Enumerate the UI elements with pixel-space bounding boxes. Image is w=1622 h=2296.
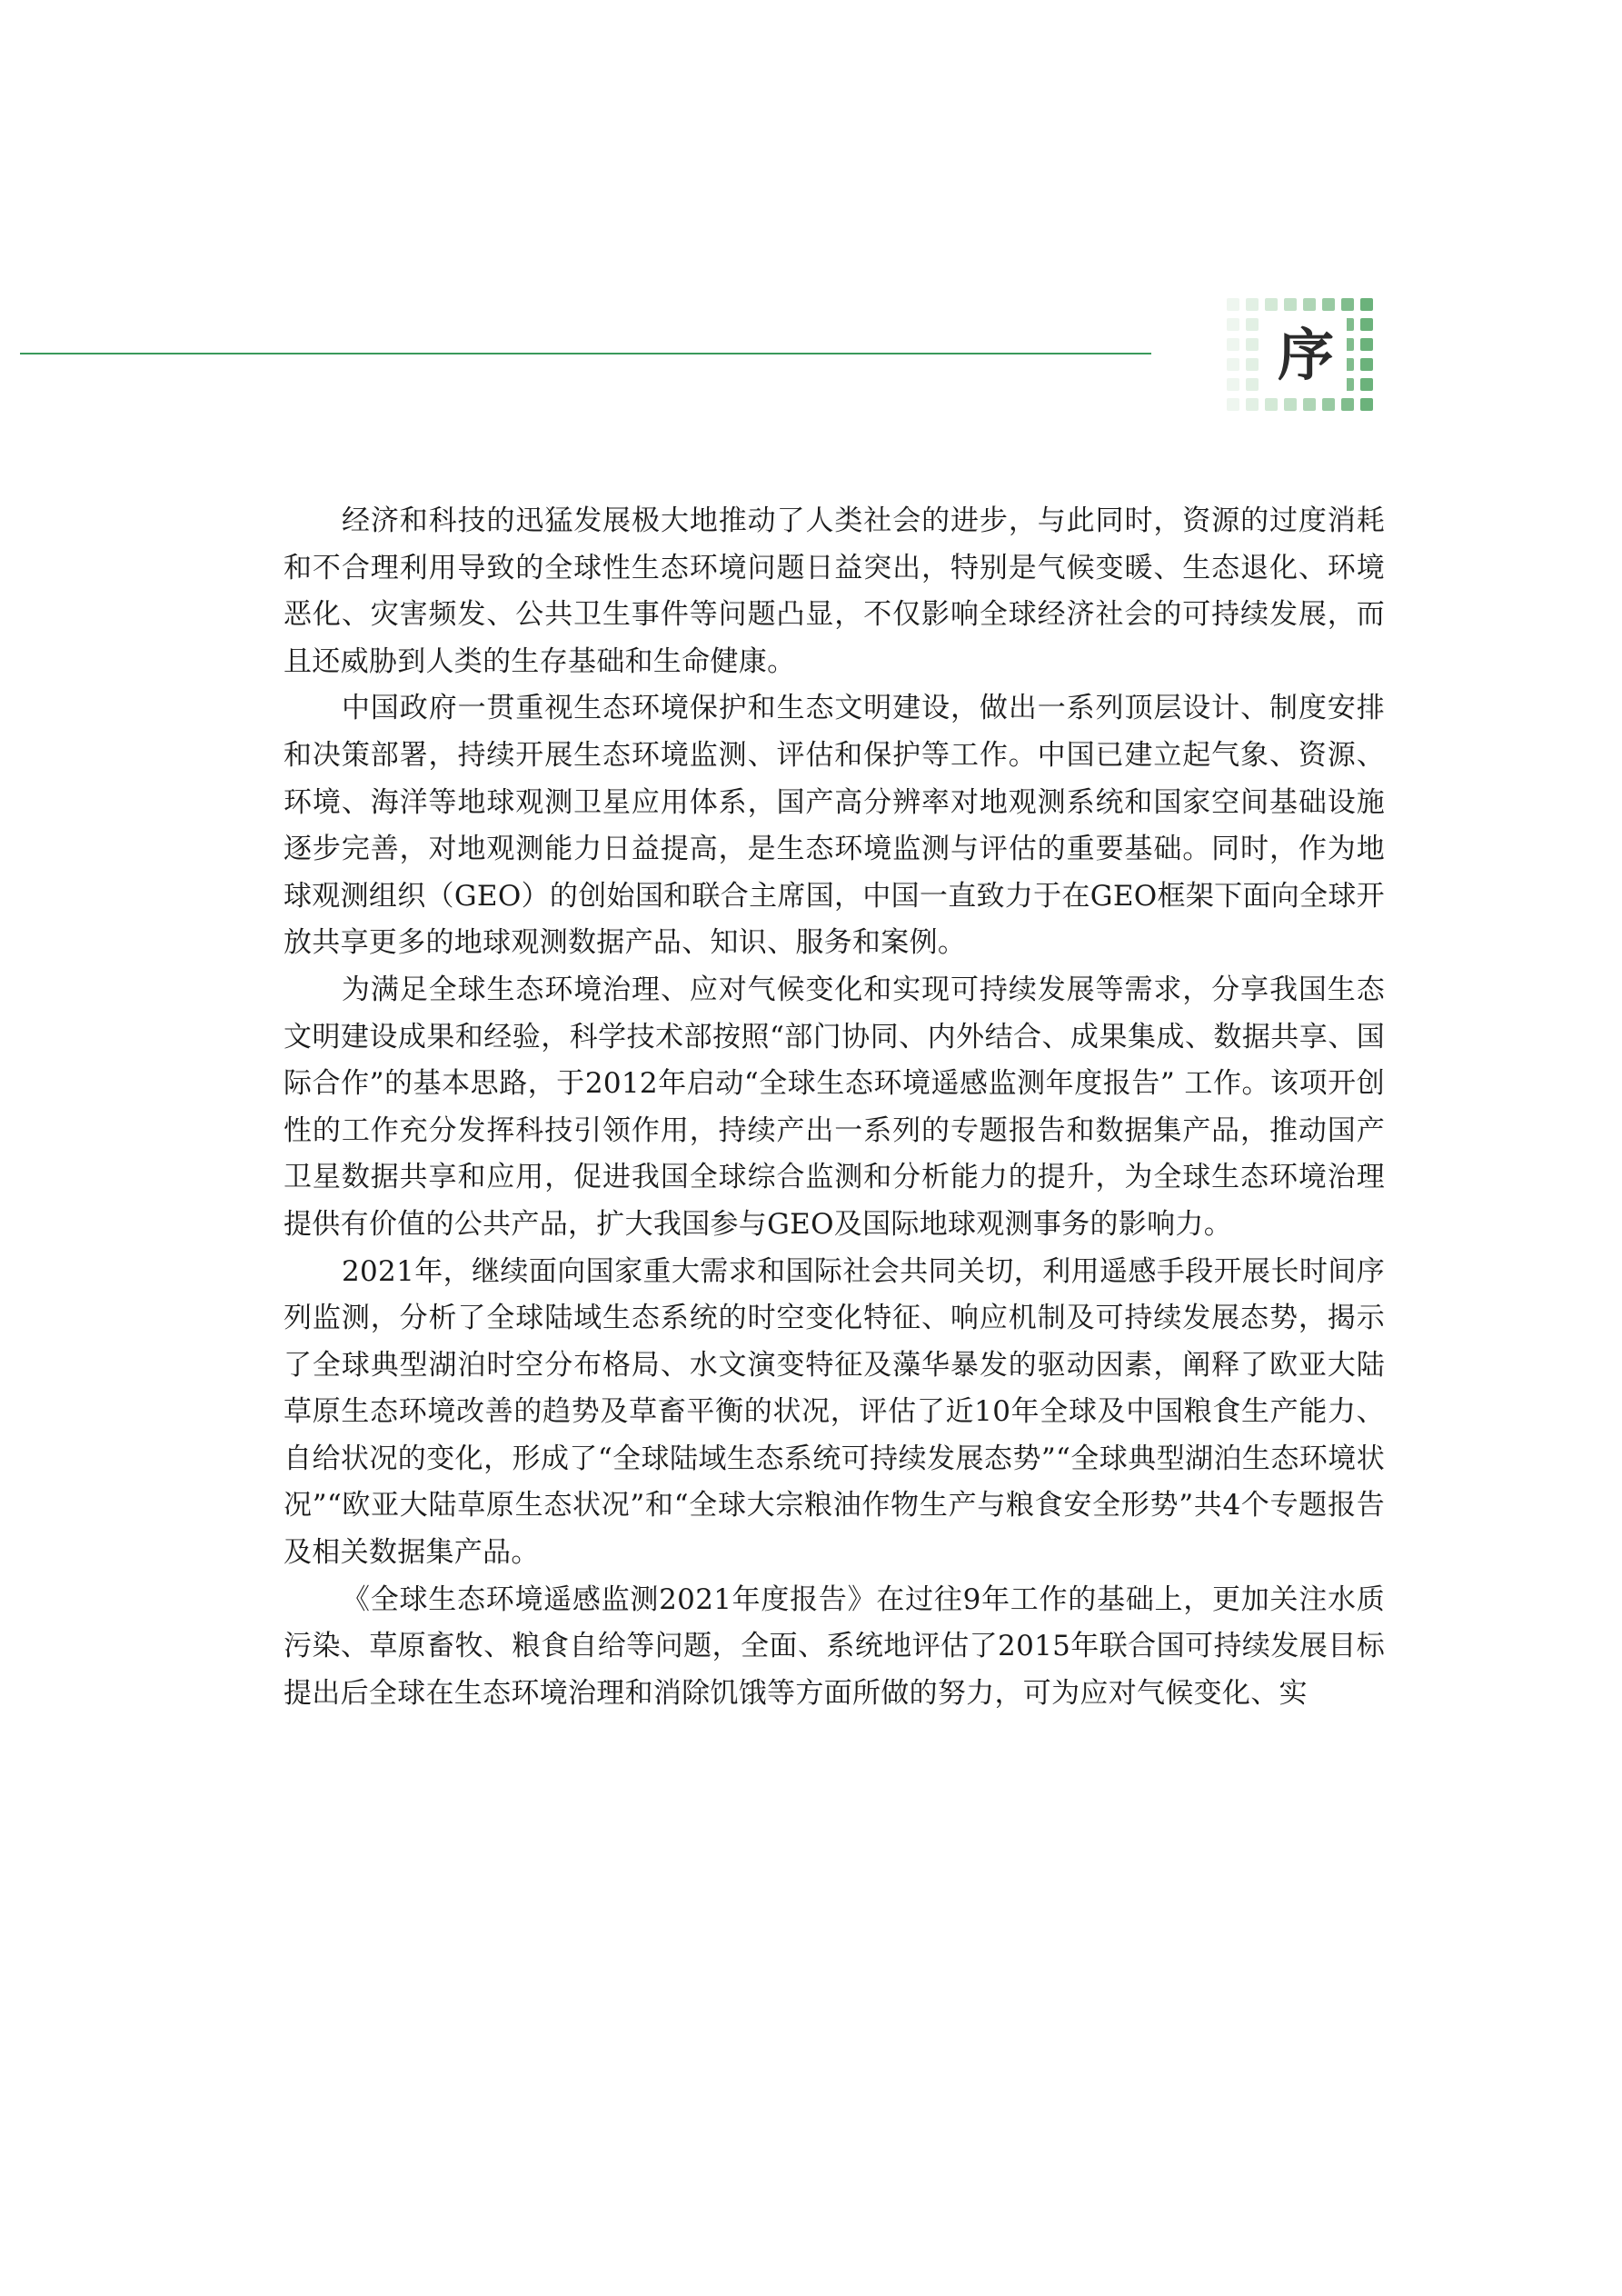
heading-block [1227, 298, 1386, 412]
pattern-dot [1360, 298, 1373, 311]
pattern-dot [1360, 338, 1373, 351]
pattern-dot [1246, 378, 1259, 391]
pattern-dot [1227, 358, 1239, 371]
pattern-dot [1227, 318, 1239, 331]
paragraph: 《全球生态环境遥感监测2021年度报告》在过往9年工作的基础上，更加关注水质污染、草原畜牧、粮食自给等问题，全面、系统地评估了2015年联合国可持续发展目标提出后全球在生态环境治理和消除饥饿等方面所做的努力，可为应对气候变化、实 [284, 1582, 1385, 1710]
pattern-dot [1322, 298, 1335, 311]
pattern-dot [1246, 338, 1259, 351]
pattern-dot [1360, 318, 1373, 331]
paragraph: 2021年，继续面向国家重大需求和国际社会共同关切，利用遥感手段开展长时间序列监测，分析了全球陆域生态系统的时空变化特征、响应机制及可持续发展态势，揭示了全球典型湖泊时空分布格局、水文演变特征及藻华暴发的驱动因素，阐释了欧亚大陆草原生态环境改善的趋势及草畜平衡的状况，评估了近10年全球及中国粮食生产能力、自给状况的变化，形成了“全球陆域生态系统可持续发展态势”“全球典型湖泊生态环境状况”“欧亚大陆草原生态状况”和“全球大宗粮油作物生产与粮食安全形势”共4个专题报告及相关数据集产品。 [284, 1254, 1385, 1570]
pattern-dot [1360, 398, 1373, 411]
paragraph: 为满足全球生态环境治理、应对气候变化和实现可持续发展等需求，分享我国生态文明建设成果和经验，科学技术部按照“部门协同、内外结合、成果集成、数据共享、国际合作”的基本思路，于2012年启动“全球生态环境遥感监测年度报告” 工作。该项开创性的工作充分发挥科技引领作用，持续产出一系列的专题报告和数据集产品，推动国产卫星数据共享和应用，促进我国全球综合监测和分析能力的提升，为全球生态环境治理提供有价值的公共产品，扩大我国参与GEO及国际地球观测事务的影响力。 [284, 973, 1385, 1241]
pattern-dot [1246, 358, 1259, 371]
pattern-dot [1341, 298, 1354, 311]
pattern-dot [1246, 318, 1259, 331]
paragraph: 经济和科技的迅猛发展极大地推动了人类社会的进步，与此同时，资源的过度消耗和不合理利用导致的全球性生态环境问题日益突出，特别是气候变暖、生态退化、环境恶化、灾害频发、公共卫生事件等问题凸显，不仅影响全球经济社会的可持续发展，而且还威胁到人类的生存基础和生命健康。 [284, 504, 1385, 678]
pattern-dot [1303, 298, 1316, 311]
page-title: 序 [1265, 314, 1347, 396]
pattern-dot [1284, 298, 1297, 311]
pattern-dot [1360, 378, 1373, 391]
pattern-dot [1265, 398, 1278, 411]
header-rule [20, 353, 1151, 354]
pattern-dot [1246, 298, 1259, 311]
pattern-dot [1265, 298, 1278, 311]
pattern-dot [1284, 398, 1297, 411]
paragraph: 中国政府一贯重视生态环境保护和生态文明建设，做出一系列顶层设计、制度安排和决策部署，持续开展生态环境监测、评估和保护等工作。中国已建立起气象、资源、环境、海洋等地球观测卫星应用体系，国产高分辨率对地观测系统和国家空间基础设施逐步完善，对地观测能力日益提高，是生态环境监测与评估的重要基础。同时，作为地球观测组织（GEO）的创始国和联合主席国，中国一直致力于在GEO框架下面向全球开放共享更多的地球观测数据产品、知识、服务和案例。 [284, 692, 1385, 960]
pattern-dot [1227, 398, 1239, 411]
pattern-dot [1322, 398, 1335, 411]
pattern-dot [1360, 358, 1373, 371]
pattern-dot [1227, 378, 1239, 391]
pattern-dot [1246, 398, 1259, 411]
pattern-dot [1227, 338, 1239, 351]
pattern-dot [1227, 298, 1239, 311]
pattern-dot [1303, 398, 1316, 411]
pattern-dot [1341, 398, 1354, 411]
body-text [284, 498, 1385, 1717]
